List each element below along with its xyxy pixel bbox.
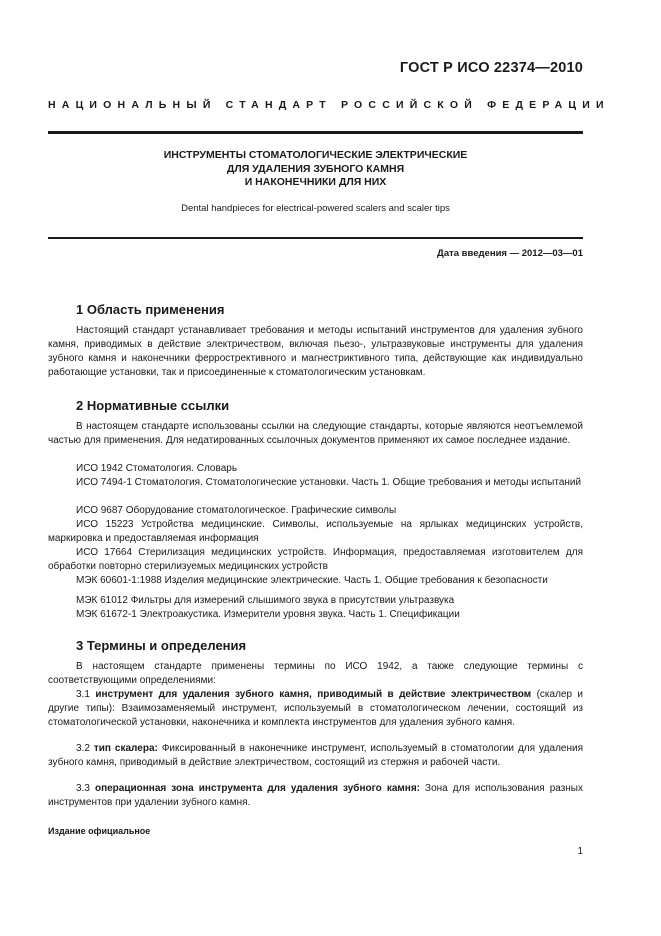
term-3-3 [48, 782, 583, 810]
reference-item: ИСО 15223 Устройства медицинские. Символы, используемые на ярлыках медицинских устройств, маркировка и предоставляемая информация [48, 519, 583, 544]
section-2-heading: 2 Нормативные ссылки [76, 398, 230, 413]
term-3-1 [48, 688, 583, 730]
reference-item: МЭК 60601-1:1988 Изделия медицинские электрические. Часть 1. Общие требования к безопасности [76, 575, 548, 586]
section-2-intro: В настоящем стандарте использованы ссылки на следующие стандарты, которые являются неотъемлемой частью для применения. Для недатированных ссылочных документов применяют их самое последнее издание. [48, 421, 583, 446]
term-number: 3.2 [76, 743, 90, 754]
section-3-heading: 3 Термины и определения [76, 638, 247, 653]
section-3-intro: В настоящем стандарте применены термины по ИСО 1942, а также следующие термины с соответствующими определениями: [48, 661, 583, 686]
title-rule [48, 237, 583, 239]
national-standard-banner: НАЦИОНАЛЬНЫЙ СТАНДАРТ РОССИЙСКОЙ ФЕДЕРАЦИИ [48, 99, 610, 111]
title-line-3: И НАКОНЕЧНИКИ ДЛЯ НИХ [244, 176, 387, 188]
term-number: 3.1 [76, 689, 90, 700]
term-definition: Фиксированный в наконечнике инструмент, используемый в стоматологии для удаления зубного камня, приводимый в действие электричеством, состоящий из стержня и рабочей части. [48, 743, 584, 768]
document-title [48, 149, 583, 190]
section-1-paragraph: Настоящий стандарт устанавливает требования и методы испытаний инструментов для удаления зубного камня, приводимых в действие электричеством, включая пьезо-, ультразвуковые инструменты для удаления зубного камня и наконечники феррострективного и магнестриктивного типа, действующие как индивидуально работающие установки, так и присоединенные к стоматологическим установкам. [48, 325, 583, 378]
reference-item: ИСО 7494-1 Стоматология. Стоматологические установки. Часть 1. Общие требования и методы испытаний [76, 477, 582, 488]
section-1-heading: 1 Область применения [76, 302, 225, 317]
english-title: Dental handpieces for electrical-powered scalers and scaler tips [181, 203, 450, 214]
term-definition: (скалер и другие типы): Взаимозаменяемый инструмент, используемый в стоматологическом лечении, состоящий из стоматологической установки, наконечника и комплекта инструментов для удаления зубного камня. [48, 689, 584, 728]
title-line-2: ДЛЯ УДАЛЕНИЯ ЗУБНОГО КАМНЯ [226, 162, 405, 175]
reference-item: МЭК 61012 Фильтры для измерений слышимого звука в присутствии ультразвука [76, 595, 455, 606]
reference-item: ИСО 17664 Стерилизация медицинских устройств. Информация, предоставляемая изготовителем для обработки повторно стерилизуемых медицинских устройств [48, 547, 583, 572]
term-3-2 [48, 742, 583, 770]
term-name: инструмент для удаления зубного камня, приводимый в действие электричеством [95, 689, 532, 700]
term-definition: Зона для использования разных инструментов при удалении зубного камня. [48, 783, 583, 808]
term-number: 3.3 [76, 783, 90, 794]
term-name: тип скалера: [93, 743, 158, 754]
header-rule [48, 131, 583, 134]
term-name: операционная зона инструмента для удаления зубного камня: [94, 783, 420, 794]
edition-label: Издание официальное [48, 826, 151, 836]
title-line-1: ИНСТРУМЕНТЫ СТОМАТОЛОГИЧЕСКИЕ ЭЛЕКТРИЧЕСКИЕ [163, 149, 468, 161]
reference-item: МЭК 61672-1 Электроакустика. Измерители уровня звука. Часть 1. Спецификации [76, 609, 460, 620]
reference-item: ИСО 9687 Оборудование стоматологическое. Графические символы [76, 505, 397, 516]
introduction-date: Дата введения — 2012—03—01 [437, 248, 583, 259]
reference-item: ИСО 1942 Стоматология. Словарь [76, 463, 238, 474]
standard-code: ГОСТ Р ИСО 22374—2010 [399, 60, 583, 76]
page-number: 1 [577, 846, 583, 857]
